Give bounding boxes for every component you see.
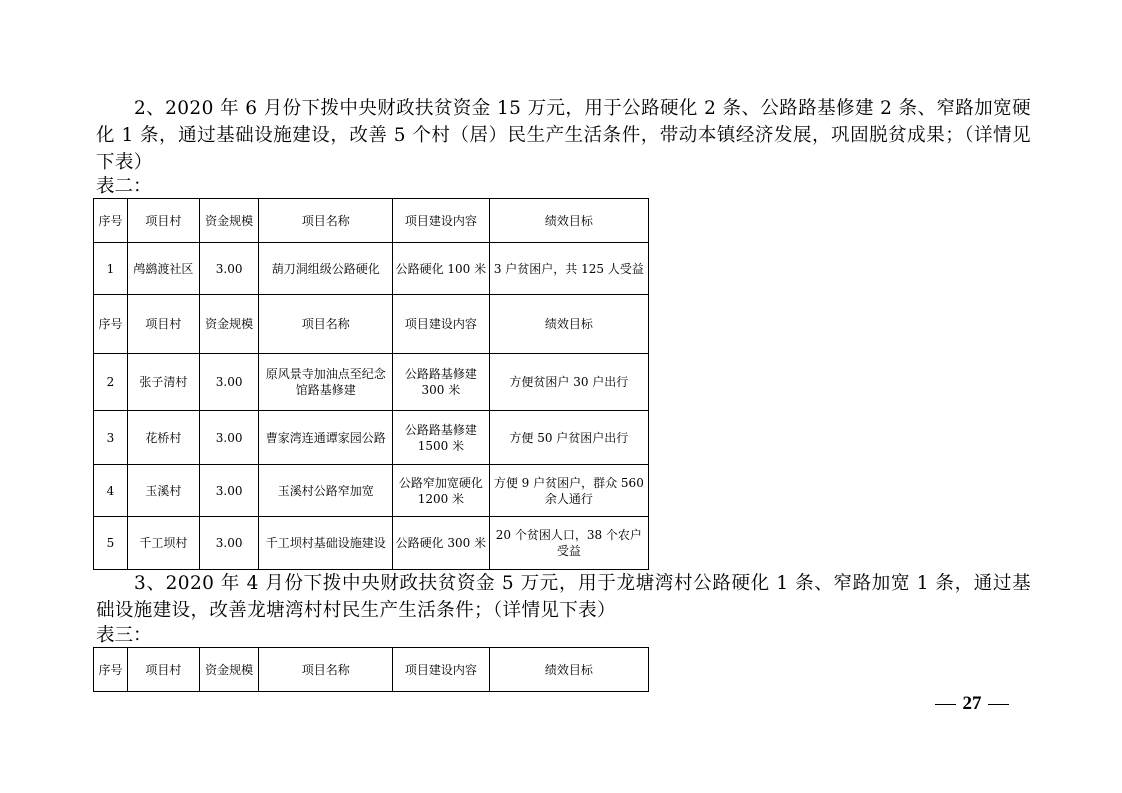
header-cell: 项目村	[127, 648, 199, 692]
table-row	[94, 517, 649, 570]
table-cell: 2	[94, 354, 128, 411]
table-cell: 方便 50 户贫困户出行	[489, 411, 648, 465]
table-cell: 1	[94, 243, 128, 295]
paragraph-3: 3、2020 年 4 月份下拨中央财政扶贫资金 5 万元，用于龙塘湾村公路硬化 1 条、窄路加宽 1 条，通过基础设施建设，改善龙塘湾村村民生产生活条件；（详情见下表）	[96, 573, 1031, 621]
table-3	[93, 647, 649, 692]
table-row	[94, 295, 649, 354]
table-cell: 公路路基修建 1500 米	[393, 411, 490, 465]
table-cell: 项目名称	[259, 295, 393, 354]
table-cell: 绩效目标	[489, 295, 648, 354]
table-row	[94, 465, 649, 517]
table-cell: 3	[94, 411, 128, 465]
table-cell: 3.00	[199, 354, 259, 411]
footer-dash-left	[935, 704, 956, 705]
page-footer	[935, 693, 1009, 715]
table-cell: 原风景寺加油点至纪念馆路基修建	[259, 354, 393, 411]
table-cell: 公路窄加宽硬化 1200 米	[393, 465, 490, 517]
table-cell: 公路硬化 300 米	[393, 517, 490, 570]
table3-label: 表三：	[96, 625, 152, 646]
table-cell: 方便贫困户 30 户出行	[489, 354, 648, 411]
table-cell: 3.00	[199, 465, 259, 517]
page-number: 27	[962, 693, 982, 714]
header-cell: 项目建设内容	[393, 199, 490, 243]
table-cell: 玉溪村	[127, 465, 199, 517]
paragraph-2: 2、2020 年 6 月份下拨中央财政扶贫资金 15 万元，用于公路硬化 2 条、公路路基修建 2 条、窄路加宽硬化 1 条，通过基础设施建设，改善 5 个村（居）民生产生活条件，带动本镇经济发展，巩固脱贫成果；（详情见下表）	[96, 98, 1031, 173]
header-cell: 资金规模	[199, 648, 259, 692]
table-cell: 鸬鹚渡社区	[127, 243, 199, 295]
header-cell: 项目名称	[259, 648, 393, 692]
table-cell: 玉溪村公路窄加宽	[259, 465, 393, 517]
table-row	[94, 354, 649, 411]
table-cell: 公路路基修建 300 米	[393, 354, 490, 411]
table-row	[94, 411, 649, 465]
table-cell: 3.00	[199, 243, 259, 295]
table-cell: 4	[94, 465, 128, 517]
table-cell: 公路硬化 100 米	[393, 243, 490, 295]
footer-dash-right	[988, 704, 1009, 705]
table-cell: 3 户贫困户，共 125 人受益	[489, 243, 648, 295]
table-cell: 葫刀洞组级公路硬化	[259, 243, 393, 295]
table-cell: 千工坝村	[127, 517, 199, 570]
header-cell: 序号	[94, 648, 128, 692]
table-cell: 20 个贫困人口，38 个农户受益	[489, 517, 648, 570]
header-cell: 绩效目标	[489, 199, 648, 243]
table-2	[93, 198, 649, 570]
table-cell: 花桥村	[127, 411, 199, 465]
header-cell: 项目名称	[259, 199, 393, 243]
table-cell: 项目建设内容	[393, 295, 490, 354]
header-cell: 项目建设内容	[393, 648, 490, 692]
table2-label: 表二：	[96, 176, 152, 197]
table-cell: 序号	[94, 295, 128, 354]
table-cell: 5	[94, 517, 128, 570]
header-cell: 项目村	[127, 199, 199, 243]
table-cell: 方便 9 户贫困户，群众 560 余人通行	[489, 465, 648, 517]
table-cell: 曹家湾连通谭家园公路	[259, 411, 393, 465]
header-cell: 绩效目标	[489, 648, 648, 692]
table-header-row	[94, 199, 649, 243]
table-row	[94, 243, 649, 295]
table-cell: 资金规模	[199, 295, 259, 354]
table-header-row	[94, 648, 649, 692]
header-cell: 资金规模	[199, 199, 259, 243]
header-cell: 序号	[94, 199, 128, 243]
table-cell: 张子清村	[127, 354, 199, 411]
table-cell: 3.00	[199, 517, 259, 570]
table-cell: 千工坝村基础设施建设	[259, 517, 393, 570]
table-cell: 3.00	[199, 411, 259, 465]
table-cell: 项目村	[127, 295, 199, 354]
